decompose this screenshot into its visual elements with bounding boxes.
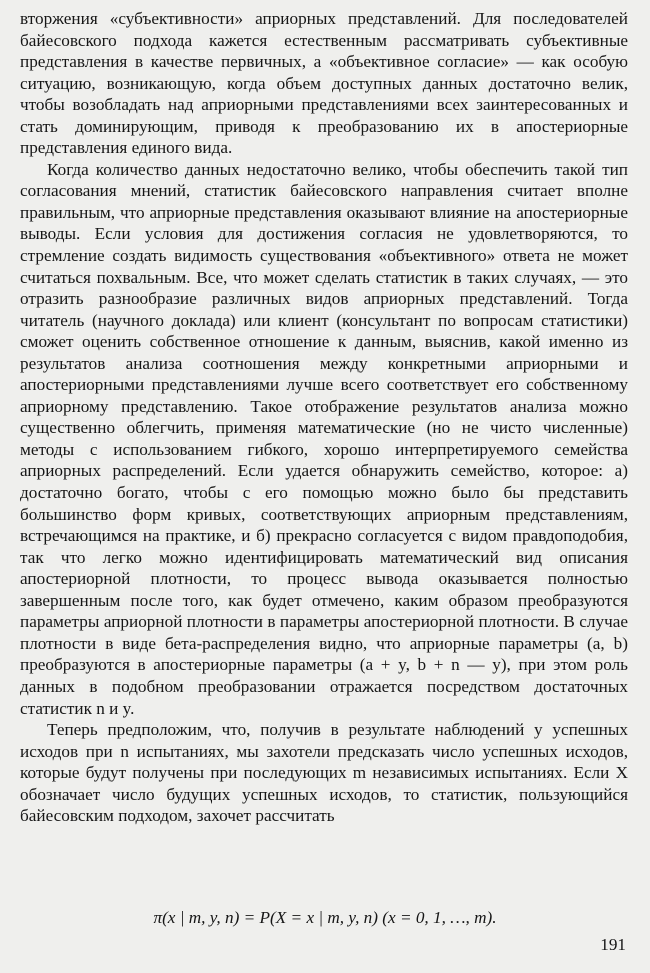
paragraph-1: вторжения «субъективности» априорных представлений. Для последователей байесовского подхода кажется естественным рассматривать субъективные представления в качестве первичных, а «объективное согласие» — как особую ситуацию, возникающую, когда объем доступных данных достаточно велик, чтобы возобладать над априорными представлениями всех заинтересованных и стать доминирующим, приводя к преобразованию их в апостериорные представления единого вида. <box>20 9 628 158</box>
paragraph-3: Теперь предположим, что, получив в результате наблюдений y успешных исходов при n испытаниях, мы захотели предсказать число успешных исходов, которые будут получены при последующих m независимых испытаниях. Если X обозначает число будущих успешных исходов, то статистик, пользующийся байесовским подходом, захочет рассчитать <box>20 720 628 826</box>
page-number: 191 <box>600 935 626 954</box>
body-text <box>20 8 628 827</box>
display-formula: π(x | m, y, n) = P(X = x | m, y, n) (x = 0, 1, …, m). <box>153 908 497 927</box>
paragraph-2: Когда количество данных недостаточно велико, чтобы обеспечить такой тип согласования мнений, статистик байесовского направления считает вполне правильным, что априорные представления оказывают влияние на апостериорные выводы. Если условия для достижения согласия не удовлетворяются, то стремление создать видимость существования «объективного» ответа не может считаться похвальным. Все, что может сделать статистик в таких случаях, — это отразить разнообразие различных видов априорных представлений. Тогда читатель (научного доклада) или клиент (консультант по вопросам статистики) сможет оценить собственное отношение к данным, выяснив, какой именно из результатов анализа соотношения между конкретными априорными и апостериорными представлениями лучше всего соответствует его собственному априорному представлению. Такое отображение результатов анализа можно существенно облегчить, применяя математические (но не чисто численные) методы с использованием гибкого, хорошо интерпретируемого семейства априорных распределений. Если удается обнаружить семейство, которое: а) достаточно богато, чтобы с его помощью можно было бы представить большинство форм кривых, соответствующих априорным представлениям, встречающимся на практике, и б) прекрасно согласуется с видом правдоподобия, так что легко можно идентифицировать математический вид описания апостериорной плотности, то процесс вывода оказывается полностью завершенным после того, как будет отмечено, каким образом преобразуются параметры априорной плотности в параметры апостериорной плотности. В случае плотности в виде бета-распределения видно, что априорные параметры (a, b) преобразуются в апостериорные параметры (a + y, b + n — y), при этом роль данных в подобном преобразовании отражается посредством достаточных статистик n и y. <box>20 159 628 718</box>
